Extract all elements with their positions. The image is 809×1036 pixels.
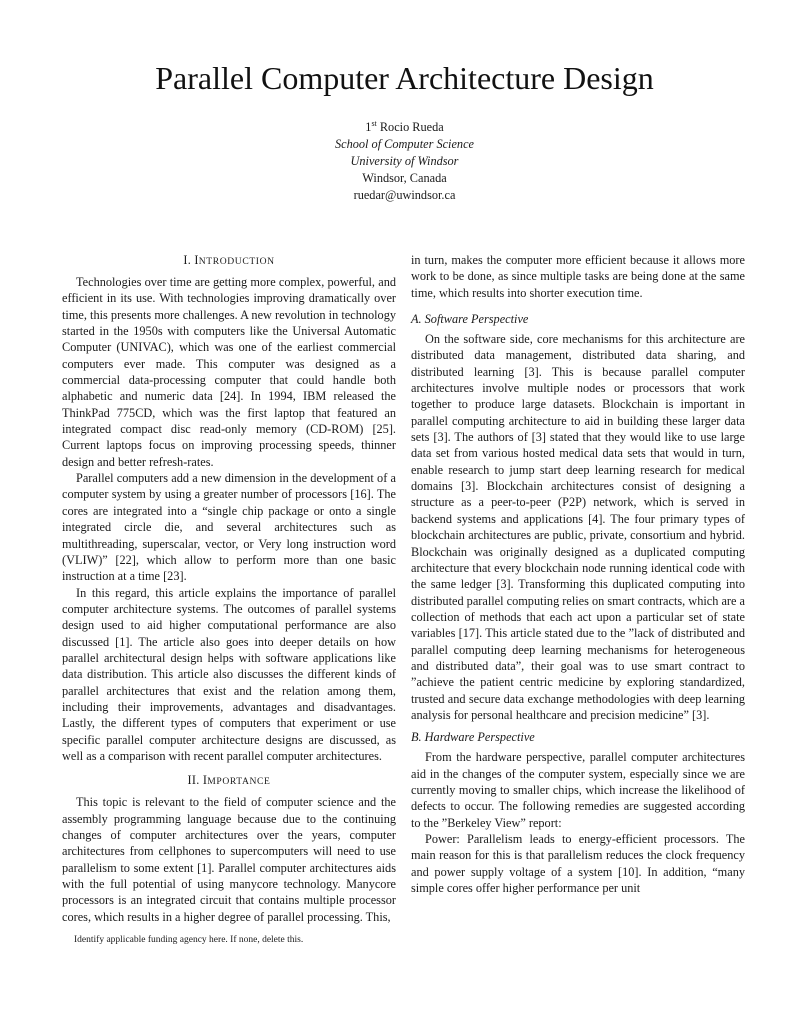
author-university: University of Windsor xyxy=(350,154,459,168)
importance-paragraph-1: This topic is relevant to the field of computer science and the assembly programming language because due to the continuing changes of computer architectures over the years, computer architectures from cellphones to supercomputers will need to use parallelism to some extent [1]. Parallel computer architectures aids with the full potential of using manycore technology. Manycore processors is an integrated circuit that contains multiple processor cores, which results in a higher degree of parallel processing. This, xyxy=(62,795,396,924)
subsection-heading-hardware: B. Hardware Perspective xyxy=(411,730,535,745)
section-heading-introduction: I. INTRODUCTION xyxy=(183,253,275,267)
intro-paragraph-2: Parallel computers add a new dimension in the development of a computer system by using a greater number of processors [16]. The cores are integrated into a “single chip package or onto a single integrated circle die, and several architectures such as multithreading, superscalar, vector, or Very long instruction word (VLIW)” [22], which allow to perform more than one basic instruction at a time [23]. xyxy=(62,471,396,584)
subsection-heading-software: A. Software Perspective xyxy=(411,312,529,327)
author-email: ruedar@uwindsor.ca xyxy=(353,188,456,202)
funding-footnote: Identify applicable funding agency here. If none, delete this. xyxy=(74,935,304,945)
paper-title: Parallel Computer Architecture Design xyxy=(155,60,654,96)
author-block xyxy=(0,119,809,204)
author-name-line: 1st Rocio Rueda xyxy=(365,118,444,134)
right-column xyxy=(411,252,745,896)
hardware-paragraph-2: Power: Parallelism leads to energy-efficient processors. The main reason for this is that parallelism reduces the clock frequency and power supply voltage of a system [10]. In addition, “many simple cores offer higher performance per unit xyxy=(411,832,745,896)
importance-paragraph-1-continued: in turn, makes the computer more efficient because it allows more work to be done, as since multiple tasks are being done at the same time, which results into shorter execution time. xyxy=(411,253,745,300)
author-location: Windsor, Canada xyxy=(362,171,447,185)
author-department: School of Computer Science xyxy=(335,137,474,151)
section-heading-importance: II. IMPORTANCE xyxy=(187,773,271,788)
intro-paragraph-1: Technologies over time are getting more complex, powerful, and efficient in its use. With technologies improving dramatically over time, this presents more challenges. A new revolution in technology started in the 1950s with computers like the Universal Automatic Computer (UNIVAC), which was one of the earliest commercial computers ever made. This computer was designed as a commercial data-processing computer that could handle both alphabetic and numeric data [24]. In 1994, IBM released the ThinkPad 775CD, which was the first laptop that featured an integrated compact disc read-only memory (CD-ROM) [25]. Current laptops focus on improving processing speeds, thinner design and better refresh-rates. xyxy=(62,275,396,469)
hardware-paragraph-1: From the hardware perspective, parallel computer architectures aid in the changes of the computer system, especially since we are currently moving to smaller chips, which increase the likelihood of defects to occur. The following remedies are suggested according to the ”Berkeley View” report: xyxy=(411,750,745,830)
intro-paragraph-3: In this regard, this article explains the importance of parallel computer architecture systems. The outcomes of parallel systems design used to aid higher computational performance are also discussed [1]. The article also goes into deeper details on how parallel architectural design helps with software applications like data distribution. This article also discusses the different kinds of parallel architectures that exist and the relation among them, including their improvements, advantages and disadvantages. Lastly, the different types of computers that experiment or use specific parallel computer architecture designs are discussed, as well as a comparison with recent parallel computer architectures. xyxy=(62,585,396,763)
software-paragraph-1: On the software side, core mechanisms for this architecture are distributed data management, distributed data sharing, and distributed learning [3]. This is because parallel computer architectures involve multiple nodes or processors that work together to produce large datasets. Blockchain is important in parallel computing architecture to aid in building these larger data sets [3]. The authors of [3] stated that they would like to use large data set from various hosted medical data sets that would in turn, enable research to jump start deep learning research for medical domains [3]. Blockchain architectures consist of designing a structure as a peer-to-peer (P2P) network, which is served in backend systems and applications [4]. The four primary types of blockchain architectures are public, private, consortium and hybrid. Blockchain was originally designed as a duplicated computing architecture that every blockchain node running identical code with the same ledger [3]. Transforming this duplicated computing into distributed parallel computing relies on smart contracts, which are a collection of methods that each act upon a particular set of state variables [17]. This article stated due to the ”lack of distributed and parallel computing deep learning mechanisms for heterogeneous and distributed data”, their goal was to use smart contract to ”achieve the patient centric medicine by exploring standardized, trusted and secure data exchange methodologies with deep learning analysis for personal healthcare and precision medicine” [3]. xyxy=(411,332,745,722)
left-column xyxy=(62,252,396,925)
